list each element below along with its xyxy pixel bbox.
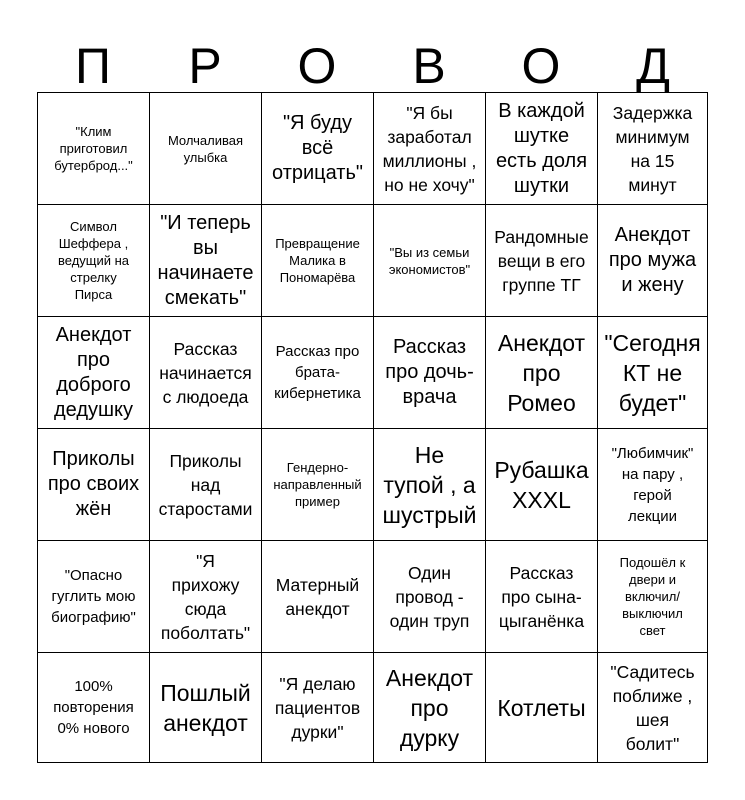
bingo-cell-r4-c1[interactable] — [38, 429, 150, 541]
bingo-cell-text: Молчаливая улыбка — [167, 132, 244, 165]
bingo-cell-text: Гендерно- направленный пример — [273, 460, 362, 509]
bingo-cell-r4-c6[interactable] — [598, 429, 707, 541]
bingo-cell-r1-c4[interactable] — [374, 93, 486, 205]
bingo-cell-r4-c5[interactable] — [486, 429, 598, 541]
bingo-cell-text: Котлеты — [497, 694, 586, 721]
bingo-cell-text: Приколы над старостами — [158, 450, 253, 519]
bingo-cell-text: Анекдот про Ромео — [497, 329, 586, 416]
bingo-cell-text: Рандомные вещи в его группе ТГ — [494, 226, 589, 295]
bingo-cell-r5-c1[interactable] — [38, 541, 150, 653]
bingo-cell-r6-c1[interactable] — [38, 653, 150, 762]
bingo-cell-text: Анекдот про мужа и жену — [608, 224, 697, 296]
bingo-cell-text: Анекдот про дурку — [385, 664, 474, 751]
bingo-board — [37, 92, 708, 763]
header-letter-1: П — [75, 38, 111, 94]
bingo-cell-text: Не тупой , а шустрый — [382, 441, 477, 528]
bingo-header — [37, 40, 708, 92]
bingo-cell-text: Рубашка XXXL — [494, 456, 589, 513]
bingo-cell-r5-c6[interactable] — [598, 541, 707, 653]
bingo-cell-r1-c3[interactable] — [262, 93, 374, 205]
bingo-cell-r2-c2[interactable] — [150, 205, 262, 317]
bingo-cell-r4-c2[interactable] — [150, 429, 262, 541]
bingo-cell-text: "Опасно гуглить мою биографию" — [51, 567, 136, 626]
bingo-cell-text: Рассказ про дочь- врача — [385, 336, 474, 408]
bingo-cell-text: "Я бы заработал миллионы , но не хочу" — [382, 102, 477, 195]
bingo-cell-text: Подошёл к двери и включил/ выключил свет — [619, 555, 686, 638]
bingo-cell-r1-c6[interactable] — [598, 93, 707, 205]
bingo-cell-r2-c5[interactable] — [486, 205, 598, 317]
bingo-cell-text: Анекдот про доброго дедушку — [53, 323, 134, 421]
bingo-cell-r6-c2[interactable] — [150, 653, 262, 762]
bingo-cell-r6-c3[interactable] — [262, 653, 374, 762]
bingo-cell-text: Один провод - один труп — [389, 562, 470, 631]
bingo-cell-text: "Я буду всё отрицать" — [272, 112, 363, 184]
bingo-cell-r5-c2[interactable] — [150, 541, 262, 653]
bingo-cell-r4-c4[interactable] — [374, 429, 486, 541]
bingo-cell-text: Рассказ про сына- цыганёнка — [498, 562, 585, 631]
bingo-cell-text: "Сегодня КТ не будет" — [604, 329, 701, 416]
bingo-cell-r5-c4[interactable] — [374, 541, 486, 653]
header-letter-2: Р — [188, 38, 222, 94]
bingo-cell-r2-c4[interactable] — [374, 205, 486, 317]
bingo-cell-text: Пошлый анекдот — [160, 679, 251, 736]
bingo-cell-r5-c3[interactable] — [262, 541, 374, 653]
bingo-cell-text: "Садитесь поближе , шея болит" — [610, 661, 695, 754]
bingo-cell-text: В каждой шутке есть доля шутки — [495, 99, 588, 197]
bingo-cell-r1-c5[interactable] — [486, 93, 598, 205]
bingo-cell-r6-c6[interactable] — [598, 653, 707, 762]
bingo-cell-text: 100% повторения 0% нового — [53, 678, 134, 737]
bingo-cell-text: "И теперь вы начинаете смекать" — [157, 211, 254, 309]
bingo-cell-r2-c6[interactable] — [598, 205, 707, 317]
bingo-cell-r6-c5[interactable] — [486, 653, 598, 762]
bingo-cell-text: Рассказ начинается с людоеда — [159, 338, 252, 407]
bingo-cell-r4-c3[interactable] — [262, 429, 374, 541]
bingo-cell-r1-c1[interactable] — [38, 93, 150, 205]
bingo-cell-text: Задержка минимум на 15 минут — [612, 102, 693, 195]
bingo-cell-r3-c3[interactable] — [262, 317, 374, 429]
bingo-cell-r3-c4[interactable] — [374, 317, 486, 429]
header-letter-6: Д — [636, 38, 670, 94]
bingo-cell-r1-c2[interactable] — [150, 93, 262, 205]
bingo-cell-text: Матерный анекдот — [275, 574, 360, 619]
bingo-cell-text: "Любимчик" на пару , герой лекции — [611, 444, 694, 525]
bingo-cell-r3-c1[interactable] — [38, 317, 150, 429]
bingo-cell-text: "Вы из семьи экономистов" — [388, 244, 471, 277]
bingo-cell-text: Рассказ про брата- кибернетика — [274, 343, 361, 402]
header-letter-4: В — [412, 38, 446, 94]
bingo-cell-r3-c6[interactable] — [598, 317, 707, 429]
bingo-cell-text: Приколы про своих жён — [47, 448, 140, 520]
bingo-cell-r6-c4[interactable] — [374, 653, 486, 762]
bingo-cell-r2-c3[interactable] — [262, 205, 374, 317]
bingo-cell-text: Символ Шеффера , ведущий на стрелку Пирса — [57, 219, 130, 302]
bingo-cell-text: "Я прихожу сюда поболтать" — [160, 550, 251, 643]
bingo-cell-r5-c5[interactable] — [486, 541, 598, 653]
header-letter-3: О — [297, 38, 337, 94]
bingo-cell-r3-c5[interactable] — [486, 317, 598, 429]
bingo-cell-text: Превращение Малика в Пономарёва — [275, 236, 360, 285]
bingo-cell-r2-c1[interactable] — [38, 205, 150, 317]
header-letter-5: О — [521, 38, 561, 94]
bingo-cell-text: "Я делаю пациентов дурки" — [274, 673, 361, 742]
bingo-cell-r3-c2[interactable] — [150, 317, 262, 429]
bingo-cell-text: "Клим приготовил бутерброд..." — [54, 124, 133, 173]
